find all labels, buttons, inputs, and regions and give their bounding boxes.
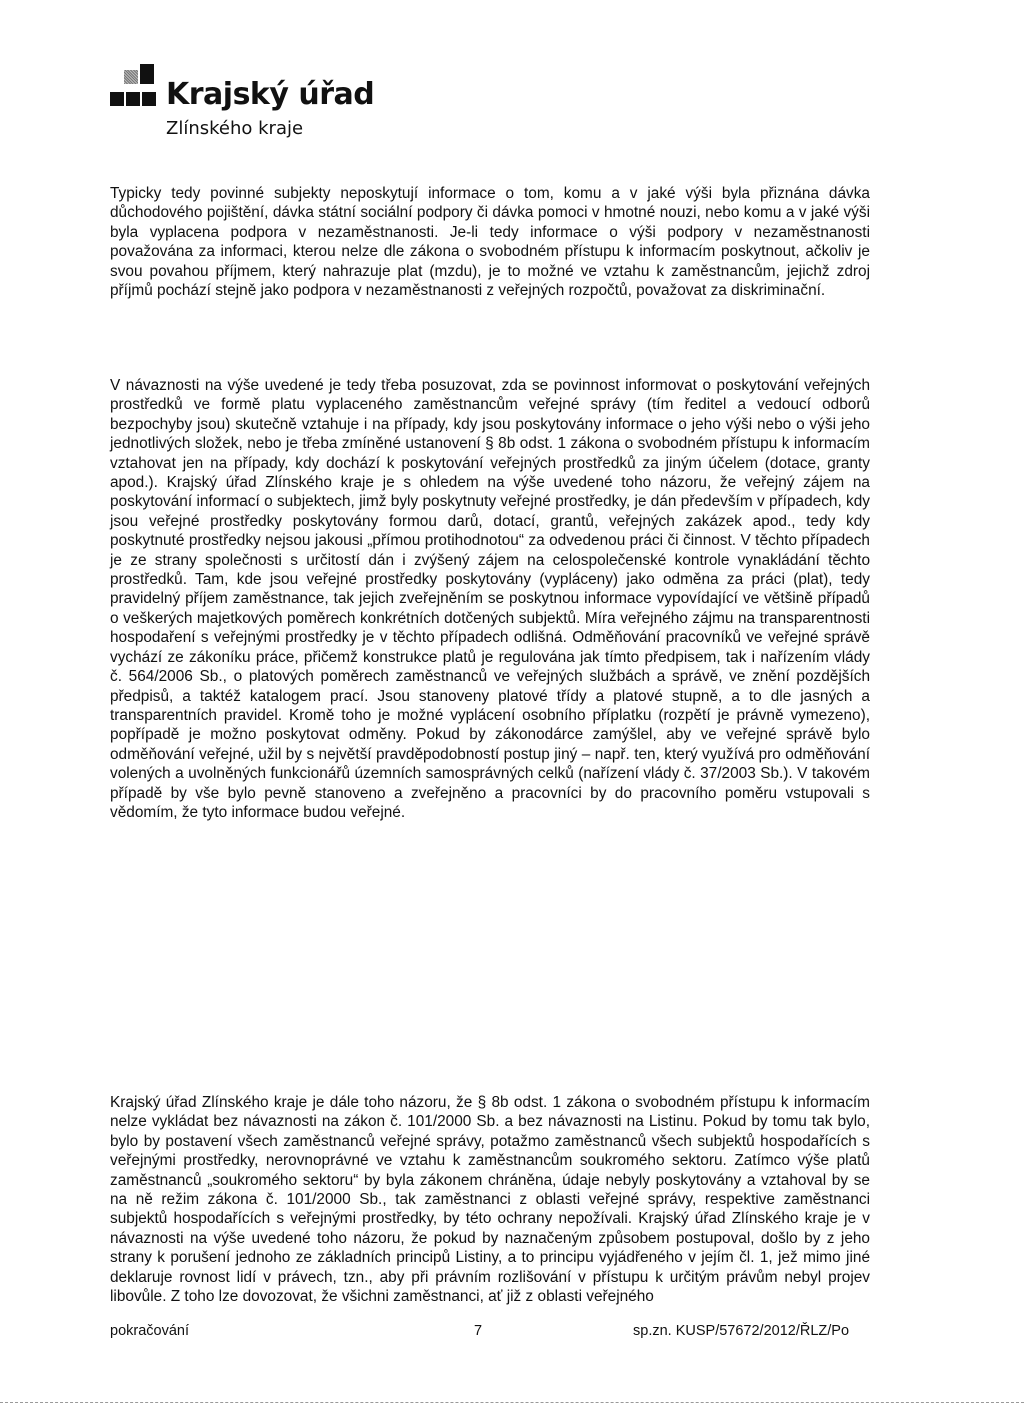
office-title: Krajský úřad [166,77,375,112]
scan-edge-divider [0,1402,1024,1404]
page-number: 7 [474,1323,483,1339]
paragraph: V návaznosti na výše uvedené je tedy třeba posuzovat, zda se povinnost informovat o poskytování veřejných prostředků ve formě platu vyplaceného zaměstnancům veřejné správy (tím ředitel a vedoucí odborů bezpochyby jsou) skutečně vztahuje i na případy, kdy jsou poskytovány informace o jeho výši nebo o výši jeho jednotlivých složek, nebo je třeba zmíněné ustanovení § 8b odst. 1 zákona o svobodném přístupu k informacím vztahovat jen na případy, kdy dochází k poskytování veřejných prostředků za jiným účelem (dotace, granty apod.). Krajský úřad Zlínského kraje je s ohledem na výše uvedené toho názoru, že veřejný zájem na poskytování informací o subjektech, jimž byly poskytnuty veřejné prostředky, je dán především v případech, kdy jsou veřejné prostředky poskytovány formou darů, dotací, grantů, veřejných zakázek apod., tedy kdy poskytnuté prostředky nejsou jakousi „přímou protihodnotou“ za odvedenou práci či činnost. V těchto případech je ze strany společnosti s určitostí dán i zvýšený zájem na celospolečenské kontrole vynakládání těchto prostředků. Tam, kde jsou veřejné prostředky poskytovány (vypláceny) jako odměna za práci (plat), tedy pravidelný příjem zaměstnance, tak jejich zveřejněním se poskytnou informace vypovídající ve většině případů o veškerých majetkových poměrech konkrétních dotčených subjektů. Míra veřejného zájmu na transparentnosti hospodaření s veřejnými prostředky je v těchto případech odlišná. Odměňování pracovníků ve veřejné správě vychází ze zákoníku práce, přičemž konstrukce platů je regulována jak tímto předpisem, tak i nařízením vlády č. 564/2006 Sb., o platových poměrech zaměstnanců ve veřejných službách a správě, ve znění pozdějších předpisů, a taktéž katalogem prací. Jsou stanoveny platové třídy a platové stupně, a to dle jasných a transparentních pravidel. Kromě toho je možné vyplácení osobního příplatku (rozpětí je právně vymezeno), popřípadě je možno poskytovat odměny. Pokud by zákonodárce zamýšlel, aby ve veřejné správě bylo odměňování veřejné, užil by s největší pravděpodobností postup jiný – např. ten, který využívá pro odměňování volených a uvolněných funkcionářů územních samosprávných celků (nařízení vlády č. 37/2003 Sb.). V takovém případě by vše bylo pevně stanoveno a zveřejněno a pracovníci by do pracovního poměru vstupovali s vědomím, že tyto informace budou veřejné. [110,377,870,821]
file-reference: sp.zn. KUSP/57672/2012/ŘLZ/Po [633,1323,850,1339]
continuation-label: pokračování [110,1323,189,1339]
paragraph: Typicky tedy povinné subjekty neposkytují informace o tom, komu a v jaké výši byla přiznána dávka důchodového pojištění, dávka státní sociální podpory či dávka pomoci v hmotné nouzi, nebo komu a v jaké výši byla vyplacena podpora v nezaměstnanosti. Je-li tedy informace o výši podpory v nezaměstnanosti považována za informaci, kterou nelze dle zákona o svobodném přístupu k informacím poskytnout, ačkoliv je svou povahou příjmem, který nahrazuje plat (mzdu), je to možné ve vztahu k zaměstnancům, jejichž zdroj příjmů pochází stejně jako podpora v nezaměstnanosti z veřejných rozpočtů, považovat za diskriminační. [110,185,870,300]
office-logo [110,62,375,152]
document-body [110,184,870,1306]
logo-squares-icon [110,62,164,116]
office-subtitle: Zlínského kraje [166,118,304,139]
paragraph: Krajský úřad Zlínského kraje je dále toho názoru, že § 8b odst. 1 zákona o svobodném přístupu k informacím nelze vykládat bez návaznosti na zákon č. 101/2000 Sb. a bez návaznosti na Listinu. Pokud by tomu tak bylo, bylo by postavení všech zaměstnanců veřejné správy, potažmo zaměstnanců všech subjektů hospodařících s veřejnými prostředky, nerovnoprávné ve vztahu k zaměstnancům soukromého sektoru. Zatímco výše platů zaměstnanců „soukromého sektoru“ by byla zákonem chráněna, údaje nebyly poskytovány a vztahoval by se na ně režim zákona č. 101/2000 Sb., tak zaměstnanci z oblasti veřejné správy, respektive zaměstnanci subjektů hospodařících s veřejnými prostředky, by této ochrany nepožívali. Krajský úřad Zlínského kraje je v návaznosti na výše uvedené toho názoru, že pokud by naznačeným způsobem postupoval, došlo by z jeho strany k porušení jednoho ze základních principů Listiny, a to principu vyjádřeného v jejím čl. 1, jež mimo jiné deklaruje rovnost lidí v právech, tzn., aby při právním rozlišování v přístupu k určitým právům nebyl projev libovůle. Z toho lze dovozovat, že všichni zaměstnanci, ať již z oblasti veřejného [110,1094,870,1306]
